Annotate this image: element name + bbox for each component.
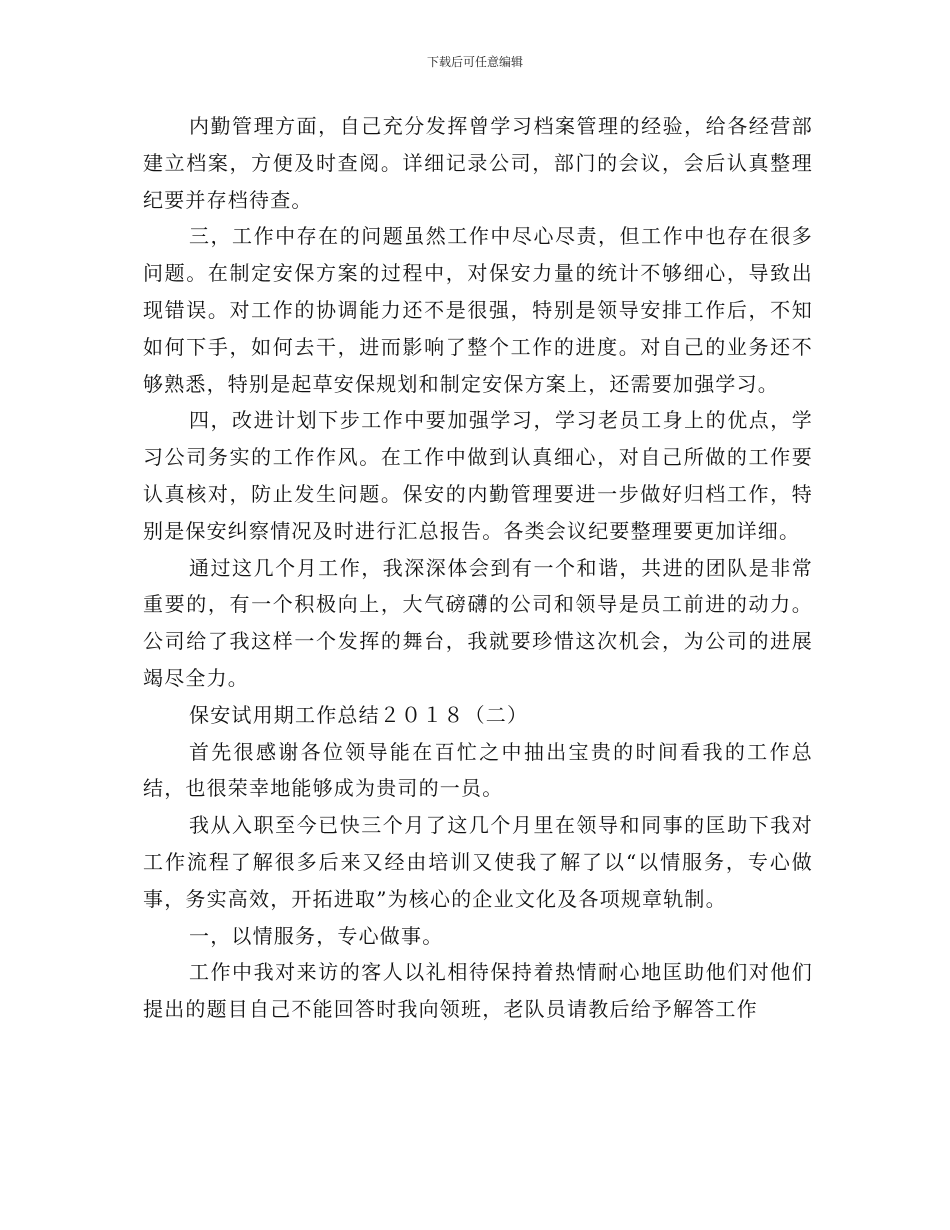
paragraph: 首先很感谢各位领导能在百忙之中抽出宝贵的时间看我的工作总结，也很荣幸地能够成为贵司的一员。 (143, 739, 813, 801)
paragraph: 内勤管理方面，自己充分发挥曾学习档案管理的经验，给各经营部建立档案，方便及时查阅。详细记录公司，部门的会议，会后认真整理纪要并存档待查。 (143, 114, 813, 212)
paragraph: 通过这几个月工作，我深深体会到有一个和谐，共进的团队是非常重要的，有一个积极向上，大气磅礴的公司和领导是员工前进的动力。公司给了我这样一个发挥的舞台，我就要珍惜这次机会，为公司的进展竭尽全力。 (143, 555, 813, 690)
sub-heading: 一，以情服务，专心做事。 (189, 923, 444, 948)
paragraph: 三，工作中存在的问题虽然工作中尽心尽责，但工作中也存在很多问题。在制定安保方案的过程中，对保安力量的统计不够细心，导致出现错误。对工作的协调能力还不是很强，特别是领导安排工作后，不知如何下手，如何去干，进而影响了整个工作的进度。对自己的业务还不够熟悉，特别是起草安保规划和制定安保方案上，还需要加强学习。 (143, 224, 813, 396)
section-title: 保安试用期工作总结２０１８（二） (189, 702, 529, 727)
paragraph: 我从入职至今已快三个月了这几个月里在领导和同事的匡助下我对工作流程了解很多后来又经由培训又使我了解了以“以情服务，专心做事，务实高效，开拓进取”为核心的企业文化及各项规章轨制。 (143, 813, 813, 911)
paragraph: 四，改进计划下步工作中要加强学习，学习老员工身上的优点，学习公司务实的工作作风。在工作中做到认真细心，对自己所做的工作要认真核对，防止发生问题。保安的内勤管理要进一步做好归档工作，特别是保安纠察情况及时进行汇总报告。各类会议纪要整理要更加详细。 (143, 408, 813, 543)
page-header: 下载后可任意编辑 (426, 55, 523, 69)
document-body (143, 108, 813, 1028)
paragraph: 工作中我对来访的客人以礼相待保持着热情耐心地匡助他们对他们提出的题目自己不能回答时我向领班，老队员请教后给予解答工作 (143, 960, 813, 1022)
